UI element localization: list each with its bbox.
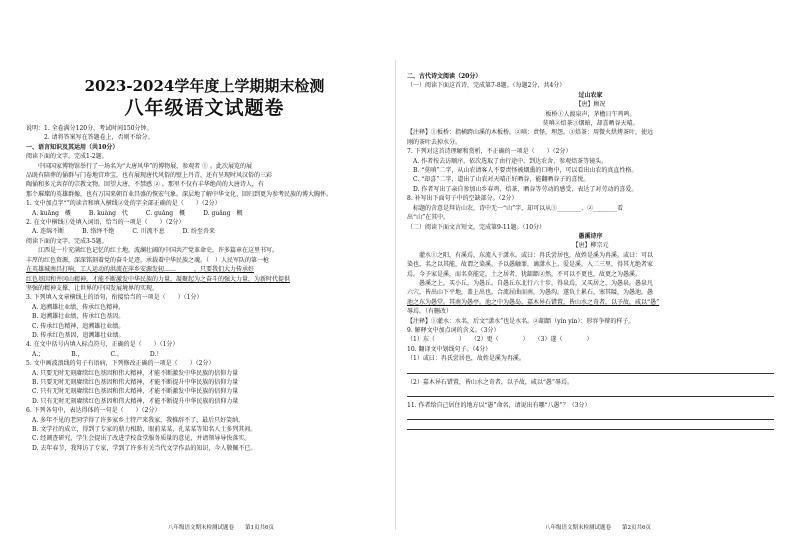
left-text-line: B. 只要无时无刻赓续红色基因和伟大精神，才能不断提升中华民族的信仰力量 (26, 378, 239, 386)
left-text-line: 5. 文中画波浪线的句子有语病，下列修改正确的一项是（ ）（2分） (26, 360, 215, 368)
right-text-line: 【注释】①灌水：水名，后文“潇水”也是水名。②龃龉（yín yín）：形容争辩的样子。 (407, 317, 635, 325)
left-text-line: D. 只有无时无刻赓续红色基因和伟大精神，才能不断提升中华民族的信仰力量 (26, 397, 239, 405)
left-text-line: 中国国家博物馆举行了一场名为“大唐风华”的博物展，参观者 ① 。此次展览的展 (38, 162, 252, 170)
left-text-line: C. 传承红色精神，追溯雄壮业绩。 (26, 322, 125, 330)
left-text-line: 一、语言知识及其运用（共10分） (26, 143, 119, 151)
right-text-line: 标题的含意是拜访山农，诗中无一“山”字，却可以从①________、②________看 (407, 204, 624, 212)
left-text-line: D. 传承红色基因，追溯雄壮业绩。 (26, 331, 125, 339)
right-text-line: 六穴，皆出山下平地，盖上出也。合流屈曲而南，为愚沟。遂负土累石，塞其隘，为愚池。愚 (407, 289, 654, 297)
right-text-line (407, 415, 774, 420)
left-text-line: C. 只有无时无刻赓续红色基因和伟大精神，才能不断激发中华民族的信仰力量 (26, 388, 239, 396)
left-text-line: 说明：1. 全卷满分120分，考试时间150分钟。 (26, 125, 153, 132)
right-text-line: 染也，名之以其能，故谓之染溪。予以愚触罪，谪潇水上。爱是溪，入二三里，得其尤绝者家 (407, 261, 654, 269)
left-text-line: 那个璀璨的英雄群像，也有万国来朝百业昌盛的恢宏气象。深层地了解中华文化、回归到更为参考民族的博大胸怀。 (26, 190, 333, 198)
left-text-line: 阅读下面的文字，完成1-2题。 (26, 153, 108, 161)
right-text-line: 11. 作者给自己居住的地方以“愚”命名，请说出有哪“八愚”？（3分） (407, 402, 591, 409)
right-text-line: B. “莫嗔”二字，从山农请客人不要责怪被烟熏的口吻中，可以看出山农的真直性格。 (407, 167, 638, 175)
left-text-line: A. 追溯雄壮业绩，传承红色精神。 (26, 303, 125, 311)
left-text-line: B. 文学社的成立，得到了专家的鼎力相助，眼前某某，孔某某等知名人士多列其间。 (26, 426, 257, 433)
right-text-line: 10. 翻译文中划线句子。（4分） (407, 345, 492, 353)
right-text-line: （2）嘉木异石错置，皆山水之奇者，以予故，咸以“愚”辱焉。 (407, 378, 573, 386)
left-text-line: B. 追溯雄壮业绩，传承红色基因。 (26, 313, 125, 321)
right-text-line: （1）东（ ） （2）更（ ） （3）遂（ ） (407, 336, 593, 344)
exam-title: 2023-2024学年度上学期期末检测 (84, 77, 325, 95)
left-text-line: C. 经调查研究，学生会提出了改进学校食堂服务质量的意见，并请领导导快落实。 (26, 435, 251, 443)
right-text-line: 刚的茶叶去掉水分。 (407, 138, 462, 146)
right-text-line: （1）或曰：冉氏尝居也，故姓是溪为冉溪。 (407, 355, 525, 363)
right-text-line: D. 作者写出了亲自参加山乡春鸡、焙茶、晒谷等劳动的感受，表达了对劳动的喜爱。 (407, 185, 638, 193)
left-text-line: 1. 文中加点字“”的读音和填入横线②处的字全部正确的是（ ）（2分） (26, 200, 221, 208)
right-text-line: 【注释】①板桥：指横跨山溪的木板桥。②嗔：责怪，埋怨。③焙茶：用微火烘烤茶叶，使远 (407, 129, 654, 137)
page-divider (395, 60, 396, 530)
right-text-line: （一）阅读下面这首诗，完成第7-8题。（每题2分，共4分） (407, 82, 566, 90)
page-two (397, 0, 794, 556)
right-text-line: 辱焉。（有删改） (407, 308, 453, 316)
right-text-line: （二）阅读下面文言短文，完成第9-11题。（10分） (407, 223, 546, 231)
left-text-line: A. 只要无时无刻赓续红色基因和伟大精神，才能不断激发中华民族的信仰力量 (26, 369, 239, 377)
right-text-line: A. 作者按去访顺序，依次选取了由行途中、到达农舍、参观焙茶等镜头。 (407, 157, 608, 165)
page-one-body (26, 124, 383, 453)
right-text-line: 出“山”在其中。 (407, 214, 450, 222)
left-text-line: 江西是一片充满红色记忆的红土地，波澜壮阔的中国共产党革命史，许多篇章在这里书写。 (38, 247, 279, 255)
right-text-line: 9. 解释文中加点词的含义。（3分） (407, 326, 500, 334)
left-text-line: 红色基因和井冈山精神，才能不断激发中华民族的力量，凝聚起为之奋斗的强大力量，为新时代提供 (26, 275, 291, 283)
right-text-line: 愚溪诗序 (578, 232, 603, 240)
left-text-line: 品既有陪葬的俑群与门卷地宫珍宝，也有展现唐代风俗的壁上丹青，还有呈现时风汉俗的三彩 (26, 172, 273, 180)
left-text-line: 坚强的精神支撑，让世界的中国发展境界的实现。 (26, 284, 159, 292)
left-text-line: D. 去年春节，我拜访了专家，学到了许多有关当代文学作品的知识，今人敬佩不已。 (26, 444, 257, 452)
left-text-line: 3. 下列填入文章横线上的语句，衔接恰当的一项是（ ）（1分） (26, 294, 203, 302)
left-text-line: A.； B.， C.。 D.！ (26, 350, 163, 358)
right-text-line: 8. 补写出下面句子中的空缺部分。（2分） (407, 195, 518, 203)
right-text-line (407, 425, 774, 430)
left-text-line: 阅读下面的文字，完成3-5题。 (26, 237, 108, 245)
right-text-line: 池之东为愚堂。其南为愚亭。池之中为愚岛。嘉木异石错置，皆山水之奇者，以予故，咸以“愚” (407, 298, 660, 306)
left-text-line: 陶俑和多元共存的宗教文物。回望大唐，不禁感 ② 。那里不仅有丰华绝尚的大唐诗人，有 (26, 181, 264, 189)
right-text-line (407, 392, 774, 397)
left-text-line: A. 连绵不断 B. 络绎不绝 C. 川流不息 D. 纷至沓来 (26, 228, 215, 236)
exam-subtitle: 八年级语文试题卷 (124, 97, 285, 119)
page-two-body (407, 72, 774, 430)
page-one-footer: 八年级语文期末检测试题卷 第1页共6页 (168, 525, 274, 531)
right-text-line: 【唐】顾况 (575, 101, 606, 109)
right-text-line: 灌水①之阳，有溪焉，东流入于潇水。或曰：冉氏尝居也，故姓是溪为冉溪。或曰：可以 (419, 251, 654, 259)
left-text-line: 6. 下列各句中，表达得体的一句是（ ）（2分） (26, 407, 161, 415)
left-text-line: 2. 在文中横线①处填入词语，恰当的一项是（ ）（2分） (26, 219, 185, 227)
right-text-line: 过山农家 (578, 91, 603, 99)
left-text-line: A. 多年不见的老同学得了许多家乡土特产来我家，我推辞不了，最后只好笑纳。 (26, 416, 245, 424)
right-text-line: 板桥①人渡泉声，茅檐日午鸡鸣。 (545, 110, 636, 118)
left-text-line: A. kuǎng 概 B. kuàng 代 C. guǎng 概 D. guǎng 概 (26, 209, 243, 217)
page-two-footer: 八年级语文期末检测试题卷 第2页共6页 (545, 525, 651, 531)
right-text-line: 二、古代诗文阅读（20分） (407, 73, 482, 80)
left-text-line: 丰厚的红色资源，深深铭刻着党的奋斗足迹，承载着中华民族之魂。（ ）人民军队的第一枪 (26, 256, 270, 264)
right-text-line: 焉。今予家是溪，而名莫能定，土之居者，犹龃龉②然，不可以不更也，故更之为愚溪。 (407, 270, 642, 278)
right-text-line: 【唐】柳宗元 (572, 242, 609, 250)
right-text-line (407, 369, 774, 374)
right-text-line: 莫嗔②焙茶③烟暗，却喜晒谷天晴。 (542, 120, 639, 128)
left-text-line: 4. 在文中括号内填入标点符号，正确的是（ ）（1分） (26, 341, 179, 349)
left-text-line: 2. 请将答案写在答题卷上，否则不给分。 (26, 134, 154, 142)
right-text-line: C. “却喜”二字，道出了山农对天晴正好晒谷，能翻晒谷子的喜悦。 (407, 176, 590, 184)
right-text-line: 愚溪之上，买小丘，为愚丘。自愚丘东北行六十步，得泉焉，又买居之，为愚泉。愚泉凡 (419, 279, 654, 287)
right-text-line: 7. 下列对这首诗理解和赏析，不正确的一项是（ ）（2分） (407, 148, 572, 156)
left-text-line: 在英雄城南昌打响，工人运动的洪流在萍乡安源发轫……______，只要我们大力传承好 (26, 266, 255, 274)
